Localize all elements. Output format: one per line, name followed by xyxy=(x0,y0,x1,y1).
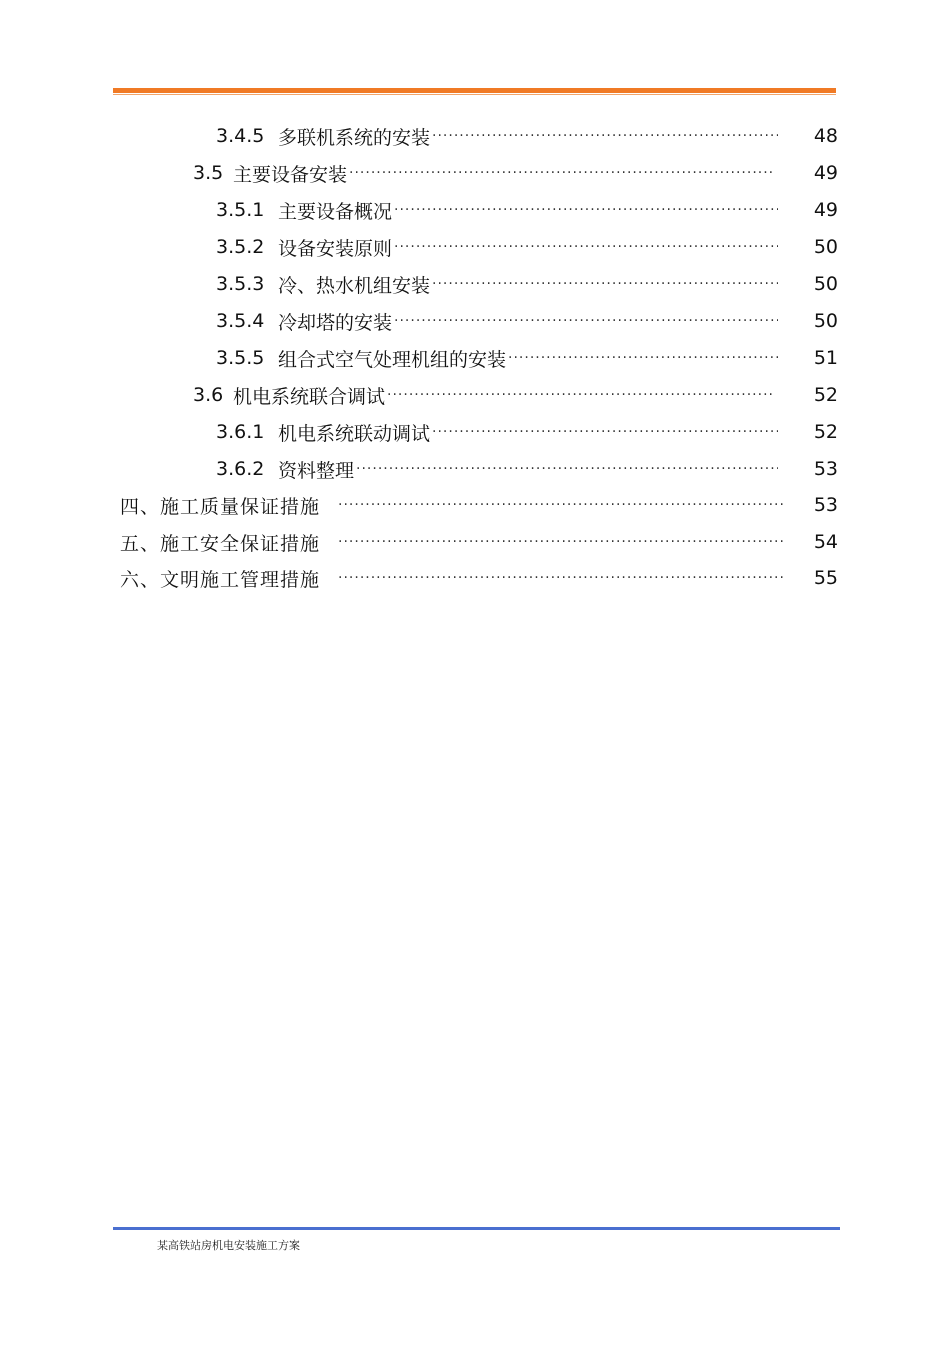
toc-entry-page: 50 xyxy=(813,236,838,258)
header-rule xyxy=(113,88,836,93)
dot-leader xyxy=(347,165,774,181)
toc-entry-title: 机电系统联动调试 xyxy=(278,422,431,445)
toc-entry[interactable] xyxy=(193,377,838,413)
dot-leader xyxy=(336,534,783,550)
toc-entry-title: 五、施工安全保证措施 xyxy=(120,532,321,555)
toc-entry-number: 3.5 xyxy=(193,162,224,184)
toc-entry-number: 3.4.5 xyxy=(216,125,265,147)
dot-leader xyxy=(336,497,783,513)
toc-entry-page: 54 xyxy=(813,531,838,553)
toc-entry-number: 3.5.4 xyxy=(216,310,265,332)
toc-entry-page: 49 xyxy=(813,162,838,184)
toc-entry-title: 冷却塔的安装 xyxy=(278,311,393,334)
toc-entry-page: 52 xyxy=(813,384,838,406)
toc-entry-title: 主要设备概况 xyxy=(278,200,393,223)
toc-entry[interactable] xyxy=(216,451,838,487)
dot-leader xyxy=(430,276,778,292)
dot-leader xyxy=(336,570,783,586)
footer-rule xyxy=(113,1227,840,1230)
toc-entry[interactable] xyxy=(216,229,838,265)
toc-entry-number: 3.6 xyxy=(193,384,224,406)
toc-entry-number: 3.6.2 xyxy=(216,458,265,480)
toc-entry[interactable] xyxy=(120,560,838,596)
toc-entry-page: 55 xyxy=(813,567,838,589)
toc-entry[interactable] xyxy=(216,340,838,376)
toc-entry-page: 48 xyxy=(813,125,838,147)
toc-entry-page: 51 xyxy=(813,347,838,369)
toc-entry-title: 机电系统联合调试 xyxy=(233,385,386,408)
toc-entry-number: 3.5.3 xyxy=(216,273,265,295)
toc-entry-title: 四、施工质量保证措施 xyxy=(120,495,321,518)
toc-entry-title: 冷、热水机组安装 xyxy=(278,274,431,297)
toc-entry-number: 3.5.5 xyxy=(216,347,265,369)
dot-leader xyxy=(506,350,778,366)
dot-leader xyxy=(385,387,774,403)
toc-entry-title: 六、文明施工管理措施 xyxy=(120,568,321,591)
footer-document-title: 某高铁站房机电安装施工方案 xyxy=(157,1239,300,1252)
toc-entry[interactable] xyxy=(216,266,838,302)
dot-leader xyxy=(354,461,778,477)
toc-entry-page: 53 xyxy=(813,494,838,516)
toc-entry-page: 53 xyxy=(813,458,838,480)
toc-entry-page: 52 xyxy=(813,421,838,443)
toc-entry-title: 组合式空气处理机组的安装 xyxy=(278,348,507,371)
toc-entry[interactable] xyxy=(193,155,838,191)
toc-entry-number: 3.5.2 xyxy=(216,236,265,258)
toc-entry[interactable] xyxy=(216,414,838,450)
toc-entry-page: 49 xyxy=(813,199,838,221)
dot-leader xyxy=(392,239,778,255)
toc-entry[interactable] xyxy=(120,487,838,523)
toc-entry-number: 3.5.1 xyxy=(216,199,265,221)
dot-leader xyxy=(430,128,778,144)
dot-leader xyxy=(430,424,778,440)
toc-entry[interactable] xyxy=(216,303,838,339)
toc-entry-title: 多联机系统的安装 xyxy=(278,126,431,149)
dot-leader xyxy=(392,313,778,329)
toc-entry-title: 主要设备安装 xyxy=(233,163,348,186)
toc-entry[interactable] xyxy=(120,524,838,560)
toc-entry-page: 50 xyxy=(813,310,838,332)
toc-entry-title: 设备安装原则 xyxy=(278,237,393,260)
toc-entry[interactable] xyxy=(216,192,838,228)
toc-entry[interactable] xyxy=(216,118,838,154)
toc-entry-number: 3.6.1 xyxy=(216,421,265,443)
dot-leader xyxy=(392,202,778,218)
toc-entry-title: 资料整理 xyxy=(278,459,355,482)
toc-entry-page: 50 xyxy=(813,273,838,295)
